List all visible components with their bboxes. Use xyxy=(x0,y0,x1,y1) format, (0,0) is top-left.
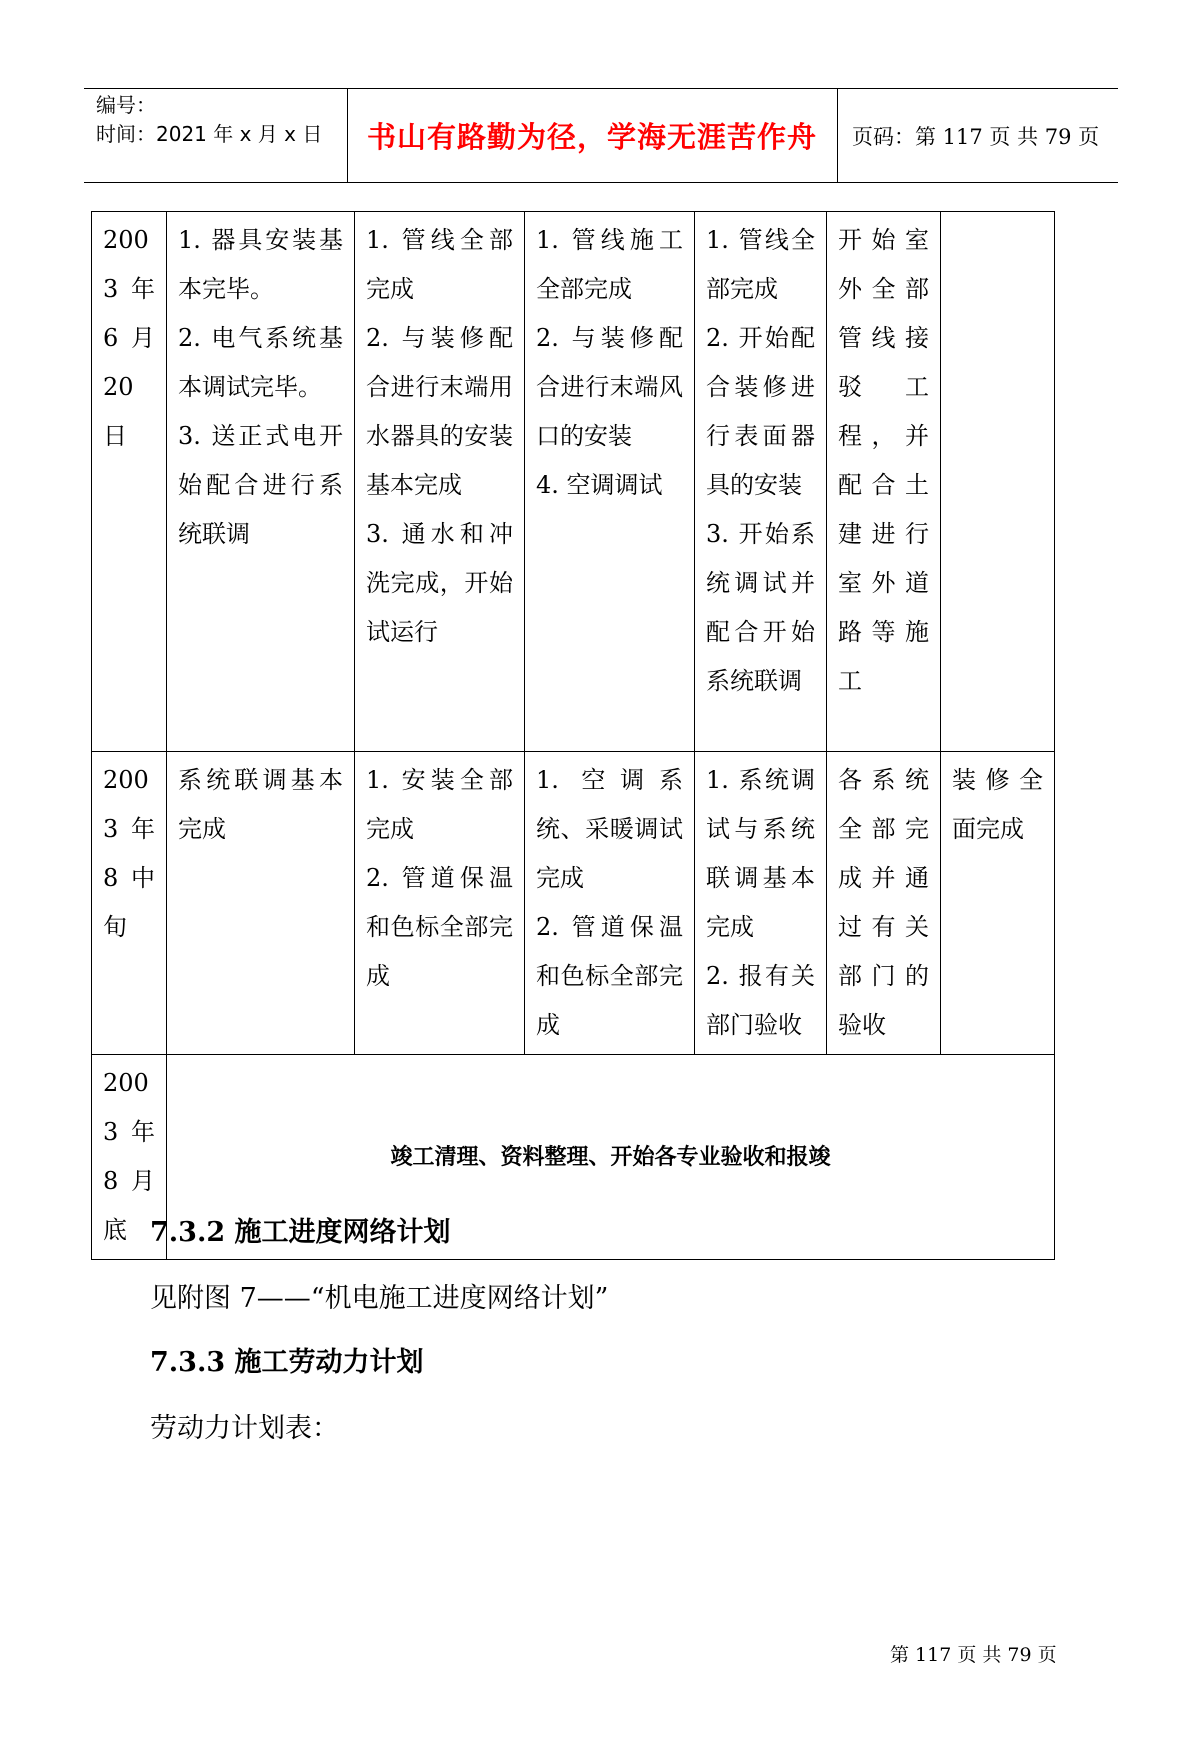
table-cell: 开始室外全部管线接驳工程，并配合土建进行室外道路等施工 xyxy=(827,212,941,752)
table-cell: 1. 器具安装基本完毕。 2. 电气系统基本调试完毕。 3. 送正式电开始配合进行系统联调 xyxy=(167,212,355,752)
table-row xyxy=(92,752,1055,1055)
schedule-table xyxy=(91,211,1055,1260)
table-cell: 各系统全部完成并通过有关部门的验收 xyxy=(827,752,941,1055)
section-heading: 7.3.3 施工劳动力计划 xyxy=(150,1347,424,1378)
page-header xyxy=(84,88,1118,183)
section-paragraph: 劳动力计划表： xyxy=(150,1413,339,1444)
merged-cell: 竣工清理、资料整理、开始各专业验收和报竣 xyxy=(167,1055,1055,1260)
section-heading: 7.3.2 施工进度网络计划 xyxy=(150,1217,451,1248)
date-cell: 2003 年 8 中旬 xyxy=(92,752,167,1055)
table-cell: 1. 系统调试与系统联调基本完成 2. 报有关部门验收 xyxy=(695,752,827,1055)
table-cell: 1. 安装全部完成 2. 管道保温和色标全部完成 xyxy=(355,752,525,1055)
header-motto: 书山有路勤为径，学海无涯苦作舟 xyxy=(366,120,817,154)
header-divider xyxy=(837,89,838,182)
table-cell: 1. 空调系统、采暖调试完成 2. 管道保温和色标全部完成 xyxy=(525,752,695,1055)
doc-number-label: 编号： xyxy=(96,93,156,117)
page-footer: 第 117 页 共 79 页 xyxy=(890,1644,1057,1666)
table-cell: 1. 管线全部完成 2. 与装修配合进行末端用水器具的安装基本完成 3. 通水和冲洗完成，开始试运行 xyxy=(355,212,525,752)
header-meta xyxy=(96,91,322,149)
table-row xyxy=(92,212,1055,752)
table-cell xyxy=(941,212,1055,752)
table-cell: 系统联调基本完成 xyxy=(167,752,355,1055)
table-cell: 1. 管线施工全部完成 2. 与装修配合进行末端风口的安装 4. 空调调试 xyxy=(525,212,695,752)
section-paragraph: 见附图 7——“机电施工进度网络计划” xyxy=(150,1283,609,1314)
table-cell: 1. 管线全部完成 2. 开始配合装修进行表面器具的安装 3. 开始系统调试并配合开始系统联调 xyxy=(695,212,827,752)
date-cell: 2003 年 8 月底 xyxy=(92,1055,167,1260)
table-cell: 装修全面完成 xyxy=(941,752,1055,1055)
doc-time-label: 时间：2021 年 x 月 x 日 xyxy=(96,122,323,146)
date-cell: 2003 年 6 月 20 日 xyxy=(92,212,167,752)
header-page-number: 页码：第 117 页 共 79 页 xyxy=(852,124,1100,149)
